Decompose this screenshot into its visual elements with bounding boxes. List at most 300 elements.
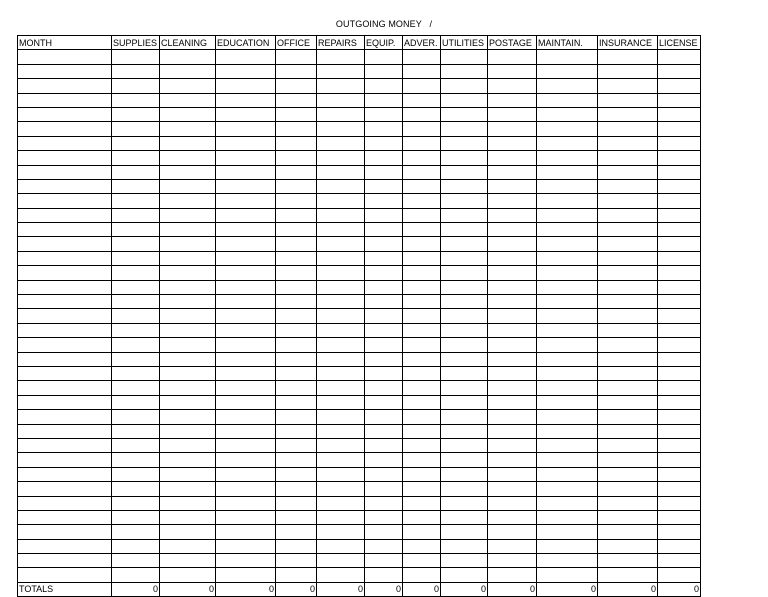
amount-cell[interactable] xyxy=(658,266,701,280)
amount-cell[interactable] xyxy=(216,467,276,481)
amount-cell[interactable] xyxy=(160,554,216,568)
amount-cell[interactable] xyxy=(537,554,598,568)
amount-cell[interactable] xyxy=(276,79,317,93)
amount-cell[interactable] xyxy=(276,165,317,179)
amount-cell[interactable] xyxy=(403,194,441,208)
column-header-month[interactable]: MONTH xyxy=(18,36,112,50)
amount-cell[interactable] xyxy=(112,151,160,165)
amount-cell[interactable] xyxy=(276,568,317,582)
amount-cell[interactable] xyxy=(112,64,160,78)
amount-cell[interactable] xyxy=(317,208,365,222)
amount-cell[interactable] xyxy=(441,165,488,179)
amount-cell[interactable] xyxy=(216,266,276,280)
amount-cell[interactable] xyxy=(537,179,598,193)
amount-cell[interactable] xyxy=(403,251,441,265)
amount-cell[interactable] xyxy=(216,568,276,582)
amount-cell[interactable] xyxy=(658,93,701,107)
amount-cell[interactable] xyxy=(441,366,488,380)
amount-cell[interactable] xyxy=(216,107,276,121)
amount-cell[interactable] xyxy=(112,179,160,193)
column-header-postage[interactable]: POSTAGE xyxy=(488,36,537,50)
amount-cell[interactable] xyxy=(112,525,160,539)
amount-cell[interactable] xyxy=(112,50,160,64)
amount-cell[interactable] xyxy=(276,352,317,366)
amount-cell[interactable] xyxy=(598,554,658,568)
total-insurance[interactable]: 0 xyxy=(598,582,658,596)
amount-cell[interactable] xyxy=(488,482,537,496)
amount-cell[interactable] xyxy=(488,338,537,352)
amount-cell[interactable] xyxy=(317,453,365,467)
amount-cell[interactable] xyxy=(276,554,317,568)
amount-cell[interactable] xyxy=(658,381,701,395)
amount-cell[interactable] xyxy=(441,568,488,582)
amount-cell[interactable] xyxy=(488,194,537,208)
amount-cell[interactable] xyxy=(160,323,216,337)
month-cell[interactable] xyxy=(18,539,112,553)
amount-cell[interactable] xyxy=(160,510,216,524)
amount-cell[interactable] xyxy=(441,64,488,78)
amount-cell[interactable] xyxy=(216,554,276,568)
amount-cell[interactable] xyxy=(658,295,701,309)
total-education[interactable]: 0 xyxy=(216,582,276,596)
amount-cell[interactable] xyxy=(216,410,276,424)
amount-cell[interactable] xyxy=(276,323,317,337)
column-header-insurance[interactable]: INSURANCE xyxy=(598,36,658,50)
amount-cell[interactable] xyxy=(160,295,216,309)
month-cell[interactable] xyxy=(18,323,112,337)
amount-cell[interactable] xyxy=(537,410,598,424)
amount-cell[interactable] xyxy=(317,482,365,496)
amount-cell[interactable] xyxy=(112,309,160,323)
amount-cell[interactable] xyxy=(160,338,216,352)
amount-cell[interactable] xyxy=(112,467,160,481)
amount-cell[interactable] xyxy=(598,438,658,452)
amount-cell[interactable] xyxy=(658,50,701,64)
amount-cell[interactable] xyxy=(403,295,441,309)
amount-cell[interactable] xyxy=(598,410,658,424)
amount-cell[interactable] xyxy=(276,208,317,222)
amount-cell[interactable] xyxy=(441,338,488,352)
amount-cell[interactable] xyxy=(441,223,488,237)
amount-cell[interactable] xyxy=(658,208,701,222)
amount-cell[interactable] xyxy=(403,237,441,251)
amount-cell[interactable] xyxy=(537,424,598,438)
amount-cell[interactable] xyxy=(216,223,276,237)
column-header-utilities[interactable]: UTILITIES xyxy=(441,36,488,50)
amount-cell[interactable] xyxy=(112,266,160,280)
amount-cell[interactable] xyxy=(216,323,276,337)
amount-cell[interactable] xyxy=(598,179,658,193)
amount-cell[interactable] xyxy=(276,179,317,193)
amount-cell[interactable] xyxy=(160,395,216,409)
amount-cell[interactable] xyxy=(598,453,658,467)
amount-cell[interactable] xyxy=(441,381,488,395)
amount-cell[interactable] xyxy=(317,323,365,337)
amount-cell[interactable] xyxy=(537,208,598,222)
amount-cell[interactable] xyxy=(403,208,441,222)
amount-cell[interactable] xyxy=(403,510,441,524)
amount-cell[interactable] xyxy=(160,381,216,395)
amount-cell[interactable] xyxy=(112,352,160,366)
amount-cell[interactable] xyxy=(441,410,488,424)
amount-cell[interactable] xyxy=(317,496,365,510)
amount-cell[interactable] xyxy=(160,525,216,539)
amount-cell[interactable] xyxy=(216,194,276,208)
amount-cell[interactable] xyxy=(441,467,488,481)
amount-cell[interactable] xyxy=(537,539,598,553)
column-header-cleaning[interactable]: CLEANING xyxy=(160,36,216,50)
amount-cell[interactable] xyxy=(216,136,276,150)
amount-cell[interactable] xyxy=(276,395,317,409)
amount-cell[interactable] xyxy=(403,93,441,107)
amount-cell[interactable] xyxy=(537,136,598,150)
amount-cell[interactable] xyxy=(317,122,365,136)
amount-cell[interactable] xyxy=(441,352,488,366)
total-utilities[interactable]: 0 xyxy=(441,582,488,596)
month-cell[interactable] xyxy=(18,338,112,352)
amount-cell[interactable] xyxy=(598,122,658,136)
amount-cell[interactable] xyxy=(598,208,658,222)
amount-cell[interactable] xyxy=(160,410,216,424)
amount-cell[interactable] xyxy=(537,64,598,78)
amount-cell[interactable] xyxy=(658,395,701,409)
amount-cell[interactable] xyxy=(317,381,365,395)
amount-cell[interactable] xyxy=(441,50,488,64)
amount-cell[interactable] xyxy=(403,323,441,337)
amount-cell[interactable] xyxy=(403,309,441,323)
amount-cell[interactable] xyxy=(488,251,537,265)
amount-cell[interactable] xyxy=(537,280,598,294)
amount-cell[interactable] xyxy=(112,395,160,409)
amount-cell[interactable] xyxy=(365,266,403,280)
amount-cell[interactable] xyxy=(365,179,403,193)
amount-cell[interactable] xyxy=(537,251,598,265)
amount-cell[interactable] xyxy=(365,510,403,524)
amount-cell[interactable] xyxy=(488,568,537,582)
amount-cell[interactable] xyxy=(365,338,403,352)
amount-cell[interactable] xyxy=(216,165,276,179)
amount-cell[interactable] xyxy=(598,467,658,481)
amount-cell[interactable] xyxy=(598,151,658,165)
amount-cell[interactable] xyxy=(160,165,216,179)
amount-cell[interactable] xyxy=(403,223,441,237)
amount-cell[interactable] xyxy=(403,266,441,280)
amount-cell[interactable] xyxy=(488,151,537,165)
amount-cell[interactable] xyxy=(403,482,441,496)
amount-cell[interactable] xyxy=(365,496,403,510)
amount-cell[interactable] xyxy=(658,568,701,582)
amount-cell[interactable] xyxy=(403,496,441,510)
amount-cell[interactable] xyxy=(658,122,701,136)
amount-cell[interactable] xyxy=(216,122,276,136)
amount-cell[interactable] xyxy=(160,251,216,265)
month-cell[interactable] xyxy=(18,366,112,380)
amount-cell[interactable] xyxy=(488,208,537,222)
amount-cell[interactable] xyxy=(537,266,598,280)
amount-cell[interactable] xyxy=(112,410,160,424)
amount-cell[interactable] xyxy=(488,554,537,568)
amount-cell[interactable] xyxy=(276,50,317,64)
month-cell[interactable] xyxy=(18,93,112,107)
amount-cell[interactable] xyxy=(441,179,488,193)
amount-cell[interactable] xyxy=(112,539,160,553)
amount-cell[interactable] xyxy=(658,194,701,208)
month-cell[interactable] xyxy=(18,424,112,438)
month-cell[interactable] xyxy=(18,208,112,222)
amount-cell[interactable] xyxy=(403,280,441,294)
amount-cell[interactable] xyxy=(112,295,160,309)
amount-cell[interactable] xyxy=(112,107,160,121)
amount-cell[interactable] xyxy=(537,438,598,452)
amount-cell[interactable] xyxy=(365,568,403,582)
amount-cell[interactable] xyxy=(441,482,488,496)
amount-cell[interactable] xyxy=(598,194,658,208)
amount-cell[interactable] xyxy=(488,381,537,395)
amount-cell[interactable] xyxy=(160,107,216,121)
amount-cell[interactable] xyxy=(317,539,365,553)
amount-cell[interactable] xyxy=(403,438,441,452)
amount-cell[interactable] xyxy=(317,352,365,366)
amount-cell[interactable] xyxy=(112,554,160,568)
amount-cell[interactable] xyxy=(317,467,365,481)
amount-cell[interactable] xyxy=(598,352,658,366)
amount-cell[interactable] xyxy=(537,237,598,251)
amount-cell[interactable] xyxy=(441,554,488,568)
amount-cell[interactable] xyxy=(365,93,403,107)
amount-cell[interactable] xyxy=(537,93,598,107)
amount-cell[interactable] xyxy=(276,467,317,481)
amount-cell[interactable] xyxy=(488,467,537,481)
amount-cell[interactable] xyxy=(403,467,441,481)
amount-cell[interactable] xyxy=(112,251,160,265)
amount-cell[interactable] xyxy=(488,79,537,93)
amount-cell[interactable] xyxy=(112,208,160,222)
amount-cell[interactable] xyxy=(112,438,160,452)
amount-cell[interactable] xyxy=(365,251,403,265)
amount-cell[interactable] xyxy=(160,151,216,165)
amount-cell[interactable] xyxy=(216,93,276,107)
amount-cell[interactable] xyxy=(488,352,537,366)
amount-cell[interactable] xyxy=(658,352,701,366)
amount-cell[interactable] xyxy=(537,122,598,136)
amount-cell[interactable] xyxy=(598,568,658,582)
amount-cell[interactable] xyxy=(658,323,701,337)
amount-cell[interactable] xyxy=(112,136,160,150)
column-header-office[interactable]: OFFICE xyxy=(276,36,317,50)
amount-cell[interactable] xyxy=(658,165,701,179)
amount-cell[interactable] xyxy=(276,194,317,208)
amount-cell[interactable] xyxy=(403,338,441,352)
amount-cell[interactable] xyxy=(441,510,488,524)
amount-cell[interactable] xyxy=(403,554,441,568)
amount-cell[interactable] xyxy=(537,194,598,208)
amount-cell[interactable] xyxy=(160,482,216,496)
amount-cell[interactable] xyxy=(365,194,403,208)
amount-cell[interactable] xyxy=(365,107,403,121)
amount-cell[interactable] xyxy=(537,381,598,395)
amount-cell[interactable] xyxy=(488,237,537,251)
total-supplies[interactable]: 0 xyxy=(112,582,160,596)
amount-cell[interactable] xyxy=(537,568,598,582)
amount-cell[interactable] xyxy=(216,151,276,165)
amount-cell[interactable] xyxy=(216,79,276,93)
amount-cell[interactable] xyxy=(276,366,317,380)
month-cell[interactable] xyxy=(18,309,112,323)
amount-cell[interactable] xyxy=(216,438,276,452)
amount-cell[interactable] xyxy=(317,50,365,64)
column-header-license[interactable]: LICENSE xyxy=(658,36,701,50)
total-adver[interactable]: 0 xyxy=(403,582,441,596)
amount-cell[interactable] xyxy=(216,381,276,395)
amount-cell[interactable] xyxy=(488,525,537,539)
amount-cell[interactable] xyxy=(365,453,403,467)
amount-cell[interactable] xyxy=(216,352,276,366)
amount-cell[interactable] xyxy=(658,151,701,165)
amount-cell[interactable] xyxy=(276,525,317,539)
amount-cell[interactable] xyxy=(160,424,216,438)
amount-cell[interactable] xyxy=(403,136,441,150)
amount-cell[interactable] xyxy=(276,510,317,524)
amount-cell[interactable] xyxy=(365,525,403,539)
amount-cell[interactable] xyxy=(403,151,441,165)
amount-cell[interactable] xyxy=(441,295,488,309)
amount-cell[interactable] xyxy=(317,525,365,539)
amount-cell[interactable] xyxy=(537,525,598,539)
amount-cell[interactable] xyxy=(598,64,658,78)
amount-cell[interactable] xyxy=(441,107,488,121)
amount-cell[interactable] xyxy=(276,424,317,438)
amount-cell[interactable] xyxy=(365,64,403,78)
amount-cell[interactable] xyxy=(160,309,216,323)
amount-cell[interactable] xyxy=(403,525,441,539)
amount-cell[interactable] xyxy=(441,323,488,337)
month-cell[interactable] xyxy=(18,554,112,568)
month-cell[interactable] xyxy=(18,295,112,309)
amount-cell[interactable] xyxy=(112,424,160,438)
amount-cell[interactable] xyxy=(658,539,701,553)
amount-cell[interactable] xyxy=(488,496,537,510)
amount-cell[interactable] xyxy=(488,179,537,193)
amount-cell[interactable] xyxy=(488,410,537,424)
amount-cell[interactable] xyxy=(658,251,701,265)
amount-cell[interactable] xyxy=(365,539,403,553)
amount-cell[interactable] xyxy=(537,496,598,510)
amount-cell[interactable] xyxy=(317,309,365,323)
month-cell[interactable] xyxy=(18,395,112,409)
amount-cell[interactable] xyxy=(317,237,365,251)
amount-cell[interactable] xyxy=(441,251,488,265)
amount-cell[interactable] xyxy=(160,352,216,366)
amount-cell[interactable] xyxy=(441,208,488,222)
amount-cell[interactable] xyxy=(216,50,276,64)
amount-cell[interactable] xyxy=(160,438,216,452)
amount-cell[interactable] xyxy=(441,136,488,150)
amount-cell[interactable] xyxy=(112,510,160,524)
month-cell[interactable] xyxy=(18,438,112,452)
month-cell[interactable] xyxy=(18,510,112,524)
amount-cell[interactable] xyxy=(317,251,365,265)
amount-cell[interactable] xyxy=(317,424,365,438)
amount-cell[interactable] xyxy=(216,251,276,265)
amount-cell[interactable] xyxy=(403,424,441,438)
amount-cell[interactable] xyxy=(488,366,537,380)
amount-cell[interactable] xyxy=(598,525,658,539)
amount-cell[interactable] xyxy=(317,438,365,452)
amount-cell[interactable] xyxy=(276,64,317,78)
amount-cell[interactable] xyxy=(537,79,598,93)
amount-cell[interactable] xyxy=(488,122,537,136)
amount-cell[interactable] xyxy=(488,223,537,237)
amount-cell[interactable] xyxy=(160,539,216,553)
amount-cell[interactable] xyxy=(216,482,276,496)
amount-cell[interactable] xyxy=(488,64,537,78)
amount-cell[interactable] xyxy=(403,122,441,136)
amount-cell[interactable] xyxy=(317,151,365,165)
amount-cell[interactable] xyxy=(276,122,317,136)
month-cell[interactable] xyxy=(18,266,112,280)
amount-cell[interactable] xyxy=(537,107,598,121)
month-cell[interactable] xyxy=(18,122,112,136)
amount-cell[interactable] xyxy=(276,338,317,352)
amount-cell[interactable] xyxy=(403,50,441,64)
amount-cell[interactable] xyxy=(112,496,160,510)
amount-cell[interactable] xyxy=(441,539,488,553)
amount-cell[interactable] xyxy=(365,467,403,481)
amount-cell[interactable] xyxy=(276,223,317,237)
amount-cell[interactable] xyxy=(317,79,365,93)
amount-cell[interactable] xyxy=(537,395,598,409)
month-cell[interactable] xyxy=(18,50,112,64)
amount-cell[interactable] xyxy=(160,237,216,251)
amount-cell[interactable] xyxy=(317,136,365,150)
amount-cell[interactable] xyxy=(365,79,403,93)
amount-cell[interactable] xyxy=(112,280,160,294)
amount-cell[interactable] xyxy=(216,510,276,524)
amount-cell[interactable] xyxy=(112,338,160,352)
total-license[interactable]: 0 xyxy=(658,582,701,596)
amount-cell[interactable] xyxy=(112,381,160,395)
total-cleaning[interactable]: 0 xyxy=(160,582,216,596)
amount-cell[interactable] xyxy=(403,107,441,121)
amount-cell[interactable] xyxy=(365,424,403,438)
amount-cell[interactable] xyxy=(317,280,365,294)
amount-cell[interactable] xyxy=(317,338,365,352)
amount-cell[interactable] xyxy=(403,395,441,409)
amount-cell[interactable] xyxy=(317,107,365,121)
amount-cell[interactable] xyxy=(276,280,317,294)
amount-cell[interactable] xyxy=(216,366,276,380)
month-cell[interactable] xyxy=(18,237,112,251)
month-cell[interactable] xyxy=(18,251,112,265)
amount-cell[interactable] xyxy=(537,467,598,481)
amount-cell[interactable] xyxy=(537,482,598,496)
amount-cell[interactable] xyxy=(658,510,701,524)
amount-cell[interactable] xyxy=(658,179,701,193)
amount-cell[interactable] xyxy=(441,237,488,251)
amount-cell[interactable] xyxy=(216,309,276,323)
amount-cell[interactable] xyxy=(160,122,216,136)
amount-cell[interactable] xyxy=(216,525,276,539)
amount-cell[interactable] xyxy=(317,366,365,380)
amount-cell[interactable] xyxy=(537,50,598,64)
amount-cell[interactable] xyxy=(365,309,403,323)
amount-cell[interactable] xyxy=(216,295,276,309)
amount-cell[interactable] xyxy=(598,50,658,64)
amount-cell[interactable] xyxy=(537,223,598,237)
amount-cell[interactable] xyxy=(598,251,658,265)
amount-cell[interactable] xyxy=(658,453,701,467)
month-cell[interactable] xyxy=(18,352,112,366)
